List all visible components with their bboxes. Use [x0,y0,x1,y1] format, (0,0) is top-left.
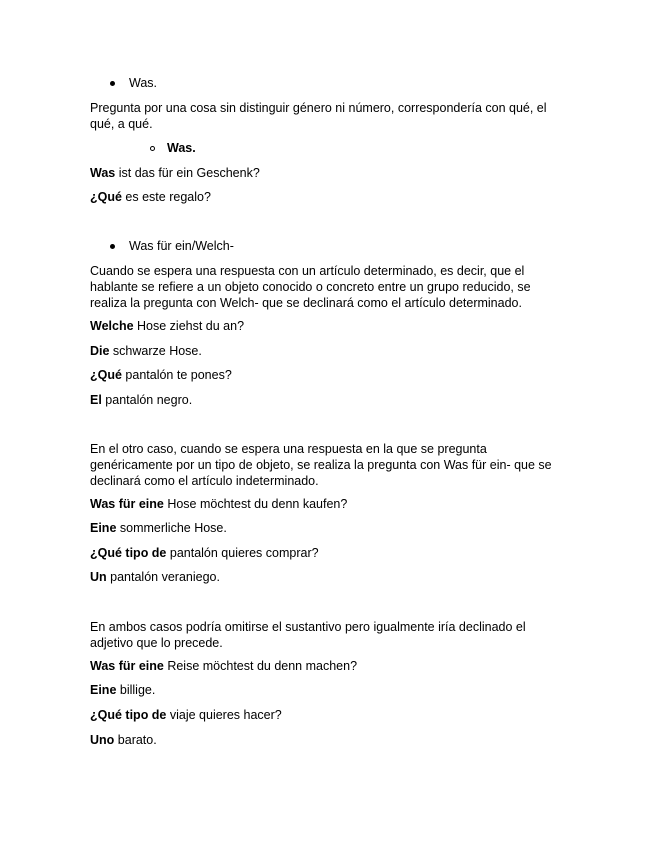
sub-bullet-text: Was. [167,141,196,155]
bullet-item-was-fur-ein-welch [110,239,234,253]
example-line [90,683,155,697]
example-bold: Un [90,570,107,584]
example-line [90,546,319,560]
example-line [90,659,357,673]
example-bold: Was [90,166,116,180]
example-bold: El [90,393,102,407]
example-bold: ¿Qué [90,368,122,382]
paragraph-was-description: Pregunta por una cosa sin distinguir género ni número, correspondería con qué, el qué, a qué. [90,101,547,131]
example-text: pantalón negro. [101,393,193,407]
example-bold: Was für eine [90,659,164,673]
example-text: Hose ziehst du an? [133,319,245,333]
paragraph-was-fur-ein-description: En el otro caso, cuando se espera una respuesta en la que se pregunta genéricamente por un tipo de objeto, se realiza la pregunta con Was für ein- que se declinará como el artículo indeterminado. [90,442,552,488]
bullet-text: Was für ein/Welch- [129,239,234,253]
example-bold: ¿Qué [90,190,122,204]
example-bold: Was für eine [90,497,164,511]
example-bold: ¿Qué tipo de [90,708,167,722]
example-line [90,570,220,584]
example-text: es este regalo? [121,190,211,204]
example-text: billige. [116,683,156,697]
example-line [90,190,211,204]
circle-bullet-icon [150,146,155,151]
example-bold: Welche [90,319,134,333]
paragraph-omission-description: En ambos casos podría omitirse el sustantivo pero igualmente iría declinado el adjetivo que lo precede. [90,620,526,650]
example-bold: Uno [90,733,115,747]
bullet-dot-icon [110,244,115,249]
example-text: ist das für ein Geschenk? [115,166,260,180]
example-line [90,733,157,747]
example-line [90,521,227,535]
example-line [90,368,232,382]
example-bold: Die [90,344,110,358]
example-line [90,393,192,407]
example-bold: ¿Qué tipo de [90,546,167,560]
example-text: pantalón quieres comprar? [166,546,319,560]
example-line [90,497,347,511]
example-line [90,344,202,358]
bullet-text: Was. [129,76,158,90]
example-text: Hose möchtest du denn kaufen? [163,497,348,511]
bullet-item-was [110,76,157,90]
example-text: barato. [114,733,157,747]
example-text: pantalón te pones? [121,368,232,382]
example-text: viaje quieres hacer? [166,708,282,722]
paragraph-welch-description: Cuando se espera una respuesta con un artículo determinado, es decir, que el hablante se refiere a un objeto conocido o concreto entre un grupo reducido, se realiza la pregunta con Welch- que se declinará como el artículo determinado. [90,264,531,310]
bullet-dot-icon [110,81,115,86]
example-line [90,166,260,180]
example-text: schwarze Hose. [109,344,202,358]
example-text: Reise möchtest du denn machen? [163,659,358,673]
example-text: pantalón veraniego. [106,570,220,584]
example-text: sommerliche Hose. [116,521,227,535]
sub-bullet-item-was [150,141,196,155]
example-bold: Eine [90,683,117,697]
example-line [90,319,244,333]
example-line [90,708,282,722]
example-bold: Eine [90,521,117,535]
